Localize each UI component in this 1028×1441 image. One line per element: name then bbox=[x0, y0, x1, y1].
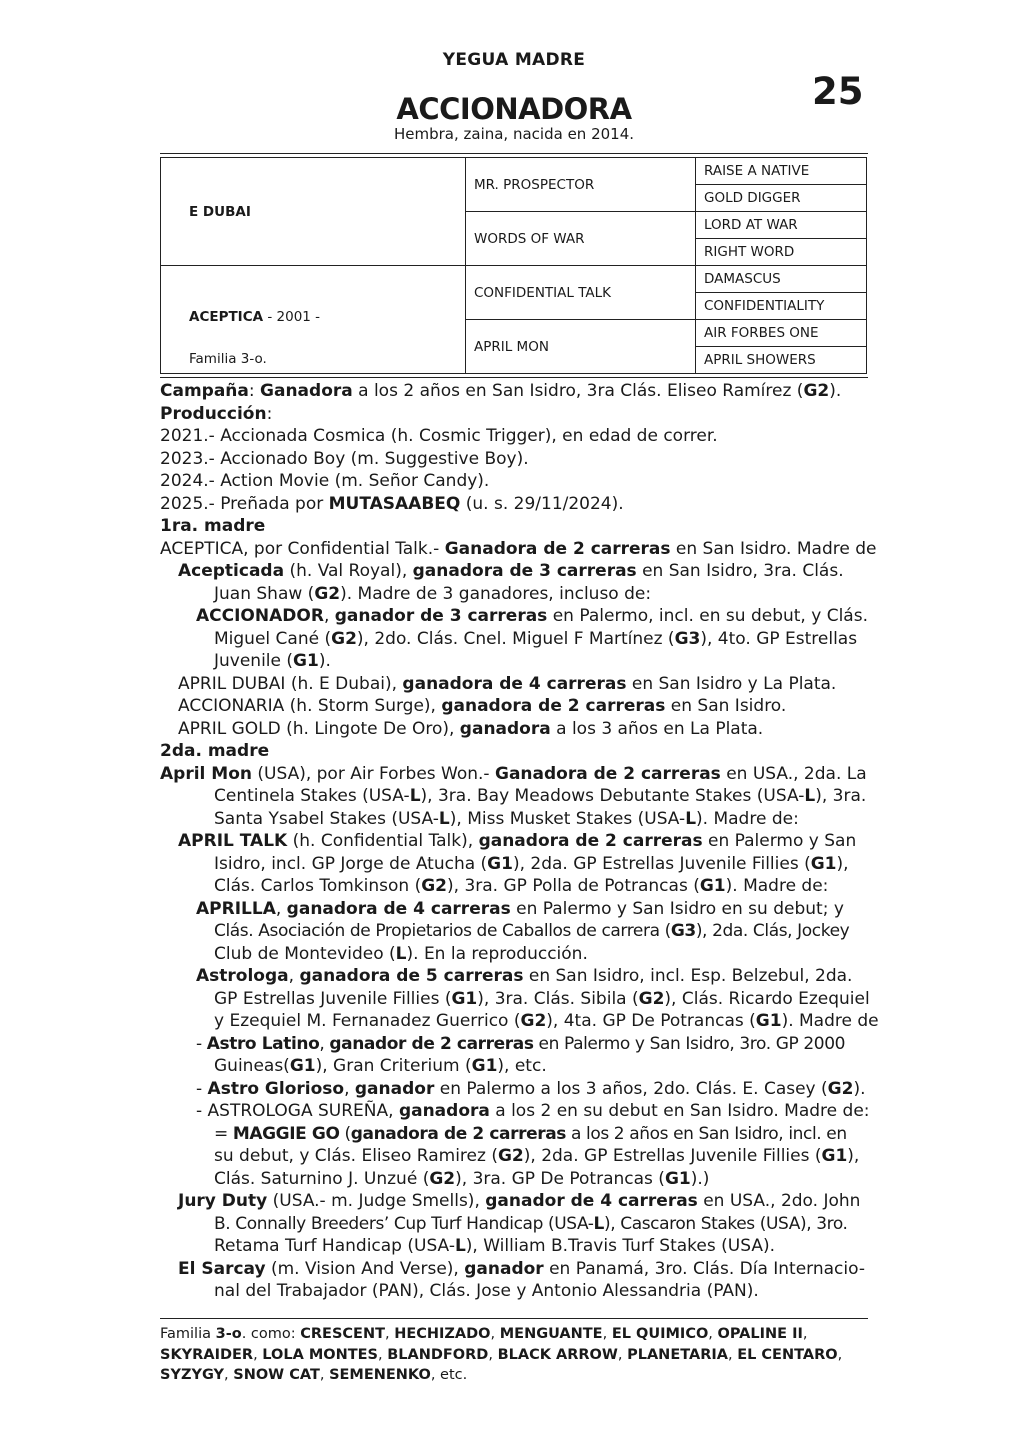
text-run: en San Isidro y La Plata. bbox=[626, 673, 837, 694]
section-kicker: YEGUA MADRE bbox=[442, 50, 586, 70]
text-line bbox=[160, 403, 880, 426]
text-line bbox=[160, 583, 880, 606]
text-run: 2024.- Action Movie (m. Señor Candy). bbox=[160, 471, 490, 491]
gp-cell: AIR FORBES ONE bbox=[696, 320, 867, 347]
text-run: (USA.- m. Judge Smells), bbox=[267, 1191, 486, 1211]
dam-cell bbox=[161, 266, 466, 374]
page-number: 25 bbox=[812, 70, 864, 113]
text-run: - ASTROLOGA SUREÑA, bbox=[196, 1101, 399, 1121]
sire-cell bbox=[161, 158, 466, 266]
text-line bbox=[160, 470, 880, 493]
bold-text: ganador bbox=[354, 1078, 435, 1099]
text-line bbox=[160, 605, 880, 628]
bold-text: CRESCENT bbox=[300, 1326, 385, 1342]
text-line bbox=[160, 1010, 880, 1033]
text-run: a los 2 en su debut en San Isidro. Madre de: bbox=[489, 1101, 870, 1121]
text-run: , bbox=[708, 1326, 718, 1342]
text-run: 2025.- Preñada por bbox=[160, 493, 329, 514]
text-line bbox=[160, 560, 880, 583]
bold-text: ganador de 4 carreras bbox=[485, 1191, 698, 1211]
bold-text: G1 bbox=[821, 1146, 848, 1166]
bold-text: Ganadora bbox=[260, 381, 353, 401]
bold-text: OPALINE II bbox=[717, 1326, 803, 1342]
text-line bbox=[160, 628, 880, 651]
text-line bbox=[160, 1168, 880, 1191]
bold-text: April Mon bbox=[160, 763, 252, 784]
text-line bbox=[160, 808, 880, 831]
gp-cell: RAISE A NATIVE bbox=[696, 158, 867, 185]
bold-text: ganador bbox=[464, 1258, 544, 1279]
dam-year: - 2001 - bbox=[263, 309, 321, 325]
text-run: en San Isidro. bbox=[665, 696, 787, 716]
sire-dam-cell bbox=[466, 212, 696, 266]
gp-cell: GOLD DIGGER bbox=[696, 185, 867, 212]
text-run: en USA., 2da. La bbox=[720, 763, 867, 784]
bold-text: ganador de 2 carreras bbox=[329, 1033, 534, 1054]
text-line bbox=[160, 1190, 880, 1213]
text-run: Juan Shaw ( bbox=[214, 583, 315, 604]
text-line bbox=[160, 920, 880, 943]
text-run: , bbox=[490, 1326, 500, 1342]
text-run: (u. s. 29/11/2024). bbox=[460, 493, 624, 514]
dam-dam-cell bbox=[466, 320, 696, 374]
bold-text: APRIL TALK bbox=[178, 831, 288, 851]
text-line bbox=[160, 650, 880, 673]
text-run: , bbox=[488, 1346, 498, 1363]
bold-text: Campaña bbox=[160, 381, 249, 401]
bold-text: ganadora de 5 carreras bbox=[299, 966, 524, 986]
bold-text: PLANETARIA bbox=[627, 1346, 728, 1363]
text-run: ), Gran Criterium ( bbox=[315, 1056, 472, 1076]
gp-cell: RIGHT WORD bbox=[696, 239, 867, 266]
bold-text: G2 bbox=[331, 628, 357, 649]
text-run: ), William B.Travis Turf Stakes (USA). bbox=[465, 1236, 775, 1256]
text-line bbox=[160, 448, 880, 471]
text-line bbox=[160, 830, 880, 853]
bold-text: MENGUANTE bbox=[499, 1326, 603, 1342]
bold-text: G2 bbox=[421, 876, 448, 896]
text-line bbox=[160, 853, 880, 876]
family-line bbox=[160, 1324, 872, 1345]
bold-text: Astrologa bbox=[196, 966, 289, 986]
family-label: Familia 3-o. bbox=[189, 351, 267, 367]
text-run: 2021.- Accionada Cosmica (h. Cosmic Trigger), en edad de correr. bbox=[160, 426, 718, 446]
bold-text: G1 bbox=[289, 1056, 316, 1076]
text-line bbox=[160, 1213, 880, 1236]
text-line bbox=[160, 965, 880, 988]
bold-text: G2 bbox=[497, 1146, 524, 1166]
text-line bbox=[160, 763, 880, 786]
text-run: , bbox=[602, 1326, 612, 1342]
text-run: Retama Turf Handicap (USA- bbox=[214, 1236, 455, 1256]
text-run: Guineas( bbox=[214, 1056, 290, 1076]
text-run: en Palermo y San Isidro, 3ro. GP 2000 bbox=[533, 1033, 846, 1054]
bold-text: ganador de 3 carreras bbox=[334, 606, 548, 626]
text-run: Isidro, incl. GP Jorge de Atucha ( bbox=[214, 853, 488, 874]
text-run: ), 2da. GP Estrellas Juvenile Fillies ( bbox=[523, 1146, 822, 1166]
top-rule bbox=[160, 153, 868, 154]
bold-text: Astro Glorioso bbox=[207, 1078, 345, 1099]
bold-text: MUTASAABEQ bbox=[328, 493, 461, 514]
text-run: , bbox=[728, 1346, 738, 1363]
text-run: ), 3ra. Bay Meadows Debutante Stakes (USA- bbox=[420, 786, 805, 806]
bold-text: G2 bbox=[520, 1011, 547, 1031]
text-run: . como: bbox=[241, 1326, 301, 1342]
text-run: (h. Confidential Talk), bbox=[287, 831, 479, 851]
text-line bbox=[160, 988, 880, 1011]
bold-text: G3 bbox=[670, 921, 696, 941]
bold-text: ganadora bbox=[459, 718, 551, 739]
bold-text: SNOW CAT bbox=[233, 1367, 320, 1383]
text-run: en Panamá, 3ro. Clás. Día Internacio- bbox=[543, 1258, 865, 1279]
text-line bbox=[160, 875, 880, 898]
text-run: Centinela Stakes (USA- bbox=[214, 786, 410, 806]
bold-text: G1 bbox=[451, 988, 478, 1009]
gp-cell: DAMASCUS bbox=[696, 266, 867, 293]
text-run: ). bbox=[318, 651, 331, 671]
family-footer bbox=[160, 1324, 872, 1386]
bold-text: SEMENENKO bbox=[329, 1367, 431, 1383]
text-line bbox=[160, 1055, 880, 1078]
text-run: ACEPTICA, por Confidential Talk.- bbox=[160, 538, 445, 559]
text-run: en Palermo, incl. en su debut, y Clás. bbox=[547, 606, 868, 626]
text-run: , bbox=[837, 1346, 843, 1363]
bold-text: L bbox=[804, 786, 816, 806]
text-run: en San Isidro. Madre de bbox=[670, 538, 877, 559]
sire-sire-cell bbox=[466, 158, 696, 212]
gp-cell: APRIL SHOWERS bbox=[696, 347, 867, 374]
bold-text: APRILLA bbox=[196, 898, 276, 919]
dam-sire-cell bbox=[466, 266, 696, 320]
text-run: , bbox=[384, 1326, 395, 1342]
gp-cell: CONFIDENTIALITY bbox=[696, 293, 867, 320]
bold-text: SKYRAIDER bbox=[160, 1346, 254, 1363]
text-line bbox=[160, 673, 880, 696]
text-run: a los 2 años en San Isidro, 3ra Clás. Eliseo Ramírez ( bbox=[352, 381, 804, 401]
text-run: ), 2da. GP Estrellas Juvenile Fillies ( bbox=[512, 853, 811, 874]
text-line bbox=[160, 1235, 880, 1258]
bold-text: G1 bbox=[487, 853, 513, 874]
text-run: ), 3ra. GP Polla de Potrancas ( bbox=[447, 876, 700, 896]
text-line bbox=[160, 1123, 880, 1146]
text-run: en Palermo y San bbox=[702, 831, 857, 851]
text-run: - bbox=[196, 1033, 207, 1054]
text-run: , bbox=[617, 1346, 628, 1363]
text-line bbox=[160, 898, 880, 921]
text-run: B. Connally Breeders’ Cup Turf Handicap (USA- bbox=[214, 1213, 594, 1234]
text-run: ACCIONARIA (h. Storm Surge), bbox=[178, 696, 442, 716]
bold-text: ganadora de 2 carreras bbox=[441, 696, 666, 716]
text-run: Familia bbox=[160, 1326, 216, 1342]
text-run: ). bbox=[853, 1078, 866, 1099]
text-run: ). Madre de: bbox=[696, 808, 799, 829]
text-run: ). Madre de 3 ganadores, incluso de: bbox=[340, 583, 652, 604]
text-run: Juvenile ( bbox=[214, 651, 294, 671]
text-line bbox=[160, 1280, 880, 1303]
bold-text: MAGGIE GO bbox=[232, 1123, 340, 1144]
bold-text: ganadora de 4 carreras bbox=[402, 673, 627, 694]
text-run: ), 2do. Clás. Cnel. Miguel F Martínez ( bbox=[356, 628, 675, 649]
text-line bbox=[160, 493, 880, 516]
text-run: a los 3 años en La Plata. bbox=[550, 718, 764, 739]
text-run: ), Clás. Ricardo Ezequiel bbox=[664, 988, 870, 1009]
family-line bbox=[160, 1365, 872, 1386]
sire-dam-name: WORDS OF WAR bbox=[474, 230, 585, 247]
text-run: en San Isidro, incl. Esp. Belzebul, 2da. bbox=[523, 966, 853, 986]
text-run: ).) bbox=[690, 1168, 710, 1189]
footer-rule bbox=[160, 1318, 868, 1319]
bold-text: G1 bbox=[471, 1056, 498, 1076]
bold-text: G3 bbox=[674, 628, 701, 649]
text-run: ). bbox=[829, 381, 842, 401]
text-run: en Palermo y San Isidro en su debut; y bbox=[510, 898, 844, 919]
text-line bbox=[160, 943, 880, 966]
bold-text: L bbox=[685, 808, 697, 829]
text-run: ), 2da. Clás, Jockey bbox=[695, 921, 850, 941]
bold-text: 2da. madre bbox=[160, 741, 270, 761]
text-run: ). Madre de bbox=[781, 1011, 879, 1031]
text-line bbox=[160, 1100, 880, 1123]
text-run: Clás. Asociación de Propietarios de Caballos de carrera ( bbox=[214, 921, 671, 941]
text-line bbox=[160, 695, 880, 718]
text-run: ), bbox=[836, 853, 849, 874]
bold-text: EL QUIMICO bbox=[611, 1326, 709, 1342]
bold-text: SYZYGY bbox=[160, 1367, 225, 1383]
dam-dam-name: APRIL MON bbox=[474, 338, 549, 355]
text-run: a los 2 años en San Isidro, incl. en bbox=[566, 1123, 847, 1144]
pedigree-bottom-rule bbox=[160, 377, 868, 378]
bold-text: G1 bbox=[810, 853, 837, 874]
bold-text: L bbox=[593, 1213, 604, 1234]
text-run: , bbox=[319, 1033, 330, 1054]
bold-text: 3-o bbox=[215, 1326, 242, 1342]
bold-text: BLACK ARROW bbox=[497, 1346, 618, 1363]
text-run: , bbox=[275, 898, 287, 919]
text-run: APRIL GOLD (h. Lingote De Oro), bbox=[178, 718, 460, 739]
text-run: GP Estrellas Juvenile Fillies ( bbox=[214, 988, 452, 1009]
text-run: , bbox=[319, 1367, 330, 1383]
text-run: Clás. Saturnino J. Unzué ( bbox=[214, 1168, 430, 1189]
text-line bbox=[160, 1145, 880, 1168]
bold-text: Astro Latino bbox=[206, 1033, 320, 1054]
text-run: 2023.- Accionado Boy (m. Suggestive Boy). bbox=[160, 448, 529, 469]
text-run: Santa Ysabel Stakes (USA- bbox=[214, 808, 439, 829]
bold-text: L bbox=[454, 1236, 466, 1256]
horse-description: Hembra, zaina, nacida en 2014. bbox=[393, 125, 635, 143]
text-run: su debut, y Clás. Eliseo Ramirez ( bbox=[214, 1146, 498, 1166]
sire-sire-name: MR. PROSPECTOR bbox=[474, 176, 595, 193]
bold-text: G2 bbox=[638, 988, 665, 1009]
text-run: ), Cascaron Stakes (USA), 3ro. bbox=[603, 1213, 848, 1234]
bold-text: El Sarcay bbox=[178, 1258, 266, 1279]
pedigree-table bbox=[160, 157, 867, 374]
text-run: ), 3ra. bbox=[815, 786, 867, 806]
bold-text: Ganadora de 2 carreras bbox=[494, 763, 721, 784]
dam-name: ACEPTICA bbox=[189, 309, 264, 325]
text-line bbox=[160, 785, 880, 808]
bold-text: Jury Duty bbox=[178, 1191, 268, 1211]
bold-text: ganadora de 4 carreras bbox=[286, 898, 511, 919]
text-run: ( bbox=[339, 1123, 351, 1144]
text-run: , bbox=[802, 1326, 808, 1342]
bold-text: 1ra. madre bbox=[160, 516, 266, 536]
text-run: (m. Vision And Verse), bbox=[265, 1258, 465, 1279]
bold-text: L bbox=[438, 808, 450, 829]
text-line bbox=[160, 1078, 880, 1101]
text-line bbox=[160, 380, 880, 403]
bold-text: Ganadora de 2 carreras bbox=[444, 538, 671, 559]
text-run: nal del Trabajador (PAN), Clás. Jose y Antonio Alessandria (PAN). bbox=[214, 1281, 759, 1301]
text-run: Miguel Cané ( bbox=[214, 628, 332, 649]
text-run: ), 3ra. GP De Potrancas ( bbox=[455, 1168, 665, 1189]
bold-text: LOLA MONTES bbox=[262, 1346, 378, 1363]
bold-text: G1 bbox=[664, 1168, 691, 1189]
text-line bbox=[160, 425, 880, 448]
gp-cell: LORD AT WAR bbox=[696, 212, 867, 239]
text-run: (USA), por Air Forbes Won.- bbox=[251, 763, 495, 784]
text-run: ), bbox=[847, 1146, 860, 1166]
text-run: , bbox=[224, 1367, 234, 1383]
horse-name: ACCIONADORA bbox=[396, 92, 632, 126]
text-line bbox=[160, 1033, 880, 1056]
dam-sire-name: CONFIDENTIAL TALK bbox=[474, 284, 612, 301]
text-run: ), 4ta. GP De Potrancas ( bbox=[546, 1011, 756, 1031]
bold-text: G2 bbox=[803, 381, 830, 401]
text-run: Club de Montevideo ( bbox=[214, 943, 396, 964]
bold-text: G1 bbox=[699, 876, 726, 896]
bold-text: ganadora de 3 carreras bbox=[412, 561, 637, 581]
text-run: ), Miss Musket Stakes (USA- bbox=[449, 808, 686, 829]
bold-text: ganadora bbox=[398, 1101, 490, 1121]
text-run: ). Madre de: bbox=[725, 876, 829, 896]
text-line bbox=[160, 1258, 880, 1281]
bold-text: G2 bbox=[314, 583, 341, 604]
bold-text: HECHIZADO bbox=[394, 1326, 491, 1342]
text-run: : bbox=[266, 403, 273, 424]
text-run: , bbox=[323, 606, 335, 626]
text-run: en Palermo a los 3 años, 2do. Clás. E. Casey ( bbox=[434, 1078, 828, 1099]
text-run: , bbox=[344, 1078, 355, 1099]
text-run: , bbox=[253, 1346, 263, 1363]
text-run: , etc. bbox=[430, 1367, 468, 1383]
bold-text: G1 bbox=[293, 651, 319, 671]
sire-name: E DUBAI bbox=[189, 203, 251, 220]
text-run: Clás. Carlos Tomkinson ( bbox=[214, 876, 422, 896]
text-run: ), 4to. GP Estrellas bbox=[700, 628, 858, 649]
text-line bbox=[160, 718, 880, 741]
text-run: ). En la reproducción. bbox=[406, 943, 588, 964]
bold-text: L bbox=[395, 943, 407, 964]
bold-text: ACCIONADOR bbox=[196, 606, 324, 626]
text-run: (h. Val Royal), bbox=[284, 561, 413, 581]
text-line bbox=[160, 740, 880, 763]
bold-text: ganadora de 2 carreras bbox=[478, 831, 703, 851]
text-run: ), etc. bbox=[497, 1056, 547, 1076]
family-line bbox=[160, 1345, 872, 1366]
bold-text: EL CENTARO bbox=[737, 1346, 838, 1363]
bold-text: BLANDFORD bbox=[387, 1346, 489, 1363]
text-line bbox=[160, 515, 880, 538]
text-run: = bbox=[214, 1123, 233, 1144]
text-run: ), 3ra. Clás. Sibila ( bbox=[477, 988, 639, 1009]
bold-text: G1 bbox=[755, 1011, 782, 1031]
bold-text: G2 bbox=[429, 1168, 456, 1189]
bold-text: Acepticada bbox=[178, 561, 285, 581]
text-run: en USA., 2do. John bbox=[697, 1191, 861, 1211]
pedigree-notes bbox=[160, 380, 880, 1303]
text-run: en San Isidro, 3ra. Clás. bbox=[636, 561, 844, 581]
text-run: APRIL DUBAI (h. E Dubai), bbox=[178, 673, 403, 694]
text-line bbox=[160, 538, 880, 561]
bold-text: Producción bbox=[160, 403, 267, 424]
text-run: , bbox=[378, 1346, 388, 1363]
text-run: y Ezequiel M. Fernanadez Guerrico ( bbox=[214, 1011, 521, 1031]
bold-text: L bbox=[409, 786, 421, 806]
text-run: , bbox=[288, 966, 300, 986]
text-run: - bbox=[196, 1078, 208, 1099]
bold-text: G2 bbox=[827, 1078, 854, 1099]
text-run: : bbox=[248, 381, 261, 401]
bold-text: ganadora de 2 carreras bbox=[350, 1123, 566, 1144]
